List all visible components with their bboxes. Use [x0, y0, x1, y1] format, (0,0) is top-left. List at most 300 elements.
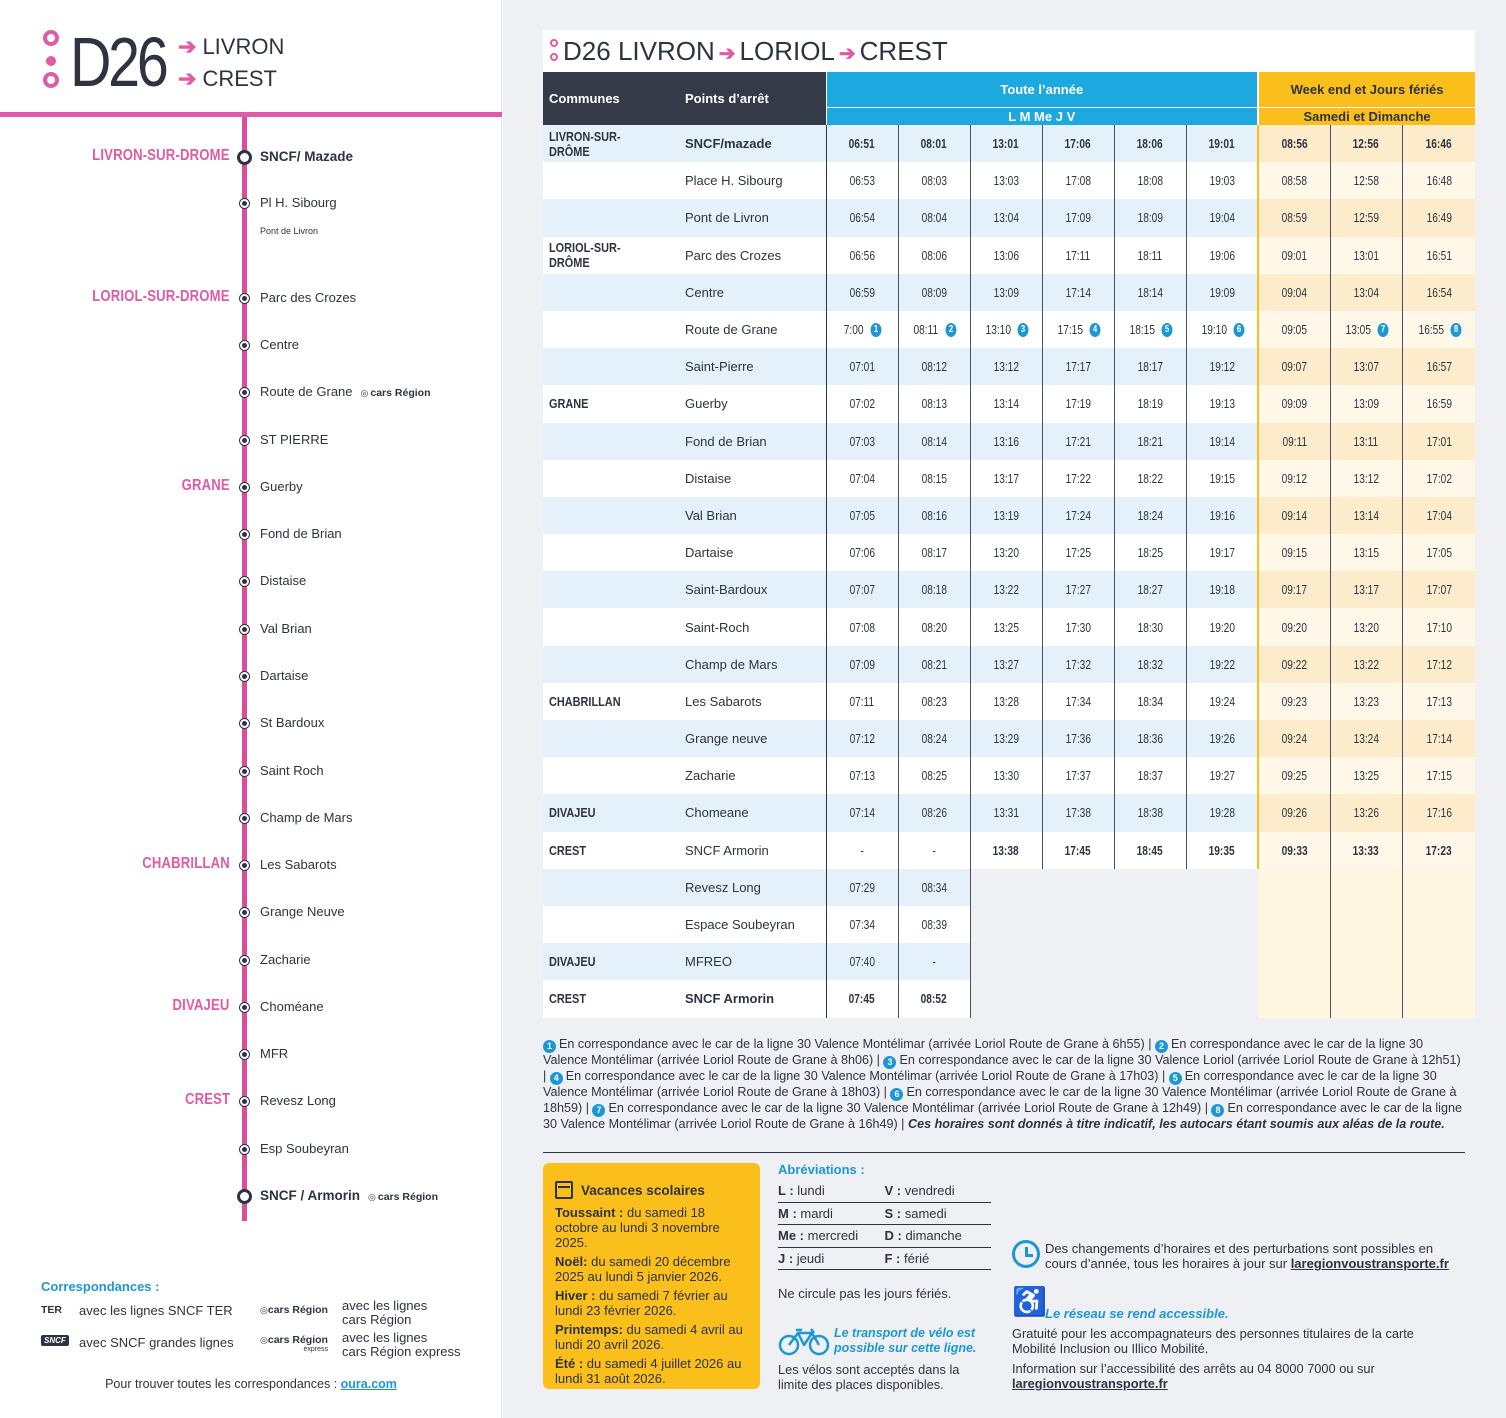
stop-cell: Saint-Pierre [679, 348, 826, 385]
time-cell: 13:11 [1330, 423, 1402, 460]
holiday-period: Noël: du samedi 20 décembre 2025 au lundi 5 janvier 2026. [555, 1254, 731, 1284]
stop-cell: Champ de Mars [679, 646, 826, 683]
time-cell: 13:06 [970, 237, 1042, 274]
header-communes: Communes [543, 72, 679, 125]
note-number-badge: 1 [543, 1040, 556, 1053]
stop-dot-icon [240, 1097, 249, 1106]
time-cell: 17:12 [1402, 646, 1475, 683]
stop-name [260, 1046, 288, 1061]
time-cell: 08:39 [898, 906, 970, 943]
stop-dot-icon [240, 625, 249, 634]
table-row [543, 423, 1475, 460]
time-cell: 18:34 [1114, 683, 1186, 720]
stop-name-text: Champ de Mars [260, 810, 353, 825]
time-cell: 13:04 [1330, 274, 1402, 311]
stop-dot-icon [240, 814, 249, 823]
stop-name [260, 999, 324, 1014]
time-cell: 13:33 [1330, 832, 1402, 869]
time-cell: 16:57 [1402, 348, 1475, 385]
time-cell: 17:15 [1402, 757, 1475, 794]
abbreviation-item: J : jeudi [778, 1250, 825, 1266]
town-label: DIVAJEU [172, 997, 230, 1014]
time-cell [970, 943, 1042, 980]
time-cell: 07:13 [826, 757, 898, 794]
note-number-badge: 5 [1169, 1072, 1182, 1085]
commune-cell [543, 571, 679, 608]
stop-item [0, 1139, 502, 1163]
stop-name-text: SNCF / Armorin [260, 1188, 361, 1203]
commune-cell: LORIOL-SUR-DRÔME [543, 237, 679, 274]
destination-1: ➔ LIVRON [178, 34, 285, 59]
time-cell: 19:12 [1186, 348, 1258, 385]
stop-name-text: Dartaise [260, 668, 309, 683]
time-cell: 08:24 [898, 720, 970, 757]
time-cell: 07:04 [826, 460, 898, 497]
time-cell: 17:07 [1402, 571, 1475, 608]
commune-cell [543, 460, 679, 497]
stop-name-text: Centre [260, 337, 300, 352]
stop-item [0, 1186, 502, 1210]
time-cell: 13:04 [970, 199, 1042, 236]
schedule-changes-note: Des changements d’horaires et des perturbations sont possibles en cours d’année, tous les horaires à jour sur laregionvoustransporte.fr [1045, 1241, 1449, 1271]
time-cell: 19:20 [1186, 608, 1258, 645]
stop-item [0, 761, 502, 785]
time-cell: 08:17 [898, 534, 970, 571]
stop-item [0, 477, 502, 501]
stop-name [260, 479, 303, 494]
time-cell [1330, 943, 1402, 980]
header-divider [0, 112, 502, 117]
stop-item [0, 524, 502, 548]
note-number-badge: 5 [1162, 323, 1173, 337]
holiday-period: Printemps: du samedi 4 avril au lundi 20 avril 2026. [555, 1322, 743, 1352]
table-row [543, 794, 1475, 831]
time-cell: 19:28 [1186, 794, 1258, 831]
commune-cell: CREST [543, 832, 679, 869]
time-cell: 08:14 [898, 423, 970, 460]
header-week-days: L M Me J V [826, 107, 1258, 125]
time-cell [1402, 980, 1475, 1017]
note-number-badge: 2 [1155, 1040, 1168, 1053]
time-cell: 09:12 [1258, 460, 1330, 497]
time-cell: - [826, 832, 898, 869]
commune-cell: LIVRON-SUR-DRÔME [543, 125, 679, 162]
table-row [543, 571, 1475, 608]
time-cell: 07:01 [826, 348, 898, 385]
arrow-right-icon: ➔ [178, 66, 197, 91]
stop-cell: Saint-Bardoux [679, 571, 826, 608]
note-text: En correspondance avec le car de la ligne 30 Valence Montélimar (arrivée Loriol Route de Grane à 18h03) | [543, 1069, 1437, 1099]
time-cell: 09:14 [1258, 497, 1330, 534]
time-cell: 12:58 [1330, 162, 1402, 199]
time-cell: 08:12 [898, 348, 970, 385]
stop-name-text: Distaise [260, 573, 307, 588]
commune-cell [543, 423, 679, 460]
time-cell: 19:01 [1186, 125, 1258, 162]
time-cell: 13:05 7 [1330, 311, 1402, 348]
stop-cell: Pont de Livron [679, 199, 826, 236]
ter-logo: TER [41, 1304, 62, 1316]
stop-cell: Chomeane [679, 794, 826, 831]
time-cell: 17:34 [1042, 683, 1114, 720]
arrow-right-icon: ➔ [718, 43, 736, 65]
cars-region-logo: ◎cars Région [260, 1304, 328, 1316]
time-cell: 13:38 [970, 832, 1042, 869]
note-number-badge: 8 [1451, 323, 1462, 337]
stop-cell: Guerby [679, 385, 826, 422]
time-cell: 17:22 [1042, 460, 1114, 497]
terminus-stop-icon [237, 1189, 252, 1204]
timetable-panel [503, 0, 1506, 1418]
table-row [543, 162, 1475, 199]
correspondances-footer: Pour trouver toutes les correspondances : oura.com [105, 1377, 397, 1391]
time-cell: 19:14 [1186, 423, 1258, 460]
time-cell: 08:59 [1258, 199, 1330, 236]
no-service-note: Ne circule pas les jours fériés. [778, 1286, 952, 1301]
time-cell: 17:38 [1042, 794, 1114, 831]
time-cell: 19:26 [1186, 720, 1258, 757]
time-cell: 09:25 [1258, 757, 1330, 794]
stop-name-text: Grange Neuve [260, 904, 345, 919]
stop-cell: Les Sabarots [679, 683, 826, 720]
stop-name [260, 526, 342, 541]
time-cell: 06:56 [826, 237, 898, 274]
abbreviation-row [778, 1248, 991, 1271]
time-cell: 09:17 [1258, 571, 1330, 608]
time-cell: 07:12 [826, 720, 898, 757]
oura-link[interactable]: oura.com [340, 1377, 397, 1391]
stop-item [0, 288, 502, 312]
time-cell: 09:20 [1258, 608, 1330, 645]
stop-item [0, 902, 502, 926]
town-label: LIVRON-SUR-DROME [92, 147, 230, 164]
time-cell [1114, 869, 1186, 906]
time-cell [1186, 943, 1258, 980]
abbreviation-item: Me : mercredi [778, 1228, 859, 1244]
time-cell: 17:10 [1402, 608, 1475, 645]
time-cell [1402, 943, 1475, 980]
stop-item [0, 222, 502, 246]
time-cell: 09:15 [1258, 534, 1330, 571]
commune-cell [543, 348, 679, 385]
time-cell: 17:14 [1402, 720, 1475, 757]
time-cell: 13:23 [1330, 683, 1402, 720]
time-cell: 17:06 [1042, 125, 1114, 162]
header-weekend: Week end et Jours fériés [1258, 72, 1475, 107]
stop-name [260, 337, 299, 352]
stop-item [0, 382, 502, 406]
time-cell: 08:18 [898, 571, 970, 608]
time-cell: 08:34 [898, 869, 970, 906]
time-cell: 13:15 [1330, 534, 1402, 571]
table-row [543, 869, 1475, 906]
time-cell: 09:11 [1258, 423, 1330, 460]
stop-dot-icon [240, 341, 249, 350]
time-cell: 07:08 [826, 608, 898, 645]
time-cell: 19:13 [1186, 385, 1258, 422]
commune-cell: DIVAJEU [543, 943, 679, 980]
stop-cell: SNCF/mazade [679, 125, 826, 162]
time-cell: 13:01 [1330, 237, 1402, 274]
time-cell [1042, 943, 1114, 980]
stop-dot-icon [240, 483, 249, 492]
stop-name [260, 1093, 336, 1108]
stop-dot-icon [240, 908, 249, 917]
time-cell: 19:15 [1186, 460, 1258, 497]
time-cell: 13:20 [1330, 608, 1402, 645]
stop-cell: Revesz Long [679, 869, 826, 906]
time-cell [1042, 980, 1114, 1017]
time-cell: 13:22 [1330, 646, 1402, 683]
time-cell: 07:06 [826, 534, 898, 571]
holiday-period: Hiver : du samedi 7 février au lundi 23 février 2026. [555, 1288, 728, 1318]
note-number-badge: 6 [1234, 323, 1245, 337]
stop-dot-icon [240, 767, 249, 776]
time-cell [1186, 906, 1258, 943]
time-cell: 12:59 [1330, 199, 1402, 236]
commune-cell [543, 311, 679, 348]
footnotes [543, 1037, 1467, 1132]
abbreviation-row [778, 1225, 991, 1248]
time-cell [1330, 906, 1402, 943]
stop-name [260, 226, 318, 236]
time-cell: 09:05 [1258, 311, 1330, 348]
time-cell: 17:11 [1042, 237, 1114, 274]
time-cell: 09:26 [1258, 794, 1330, 831]
time-cell: 18:27 [1114, 571, 1186, 608]
time-cell: 13:31 [970, 794, 1042, 831]
time-cell: 13:16 [970, 423, 1042, 460]
stop-dot-icon [240, 199, 249, 208]
commune-cell [543, 274, 679, 311]
commune-cell [543, 608, 679, 645]
stop-name [260, 290, 356, 305]
timetable-title-bar [543, 30, 1475, 72]
holiday-period: Toussaint : du samedi 18 octobre au lundi 3 novembre 2025. [555, 1205, 720, 1250]
stop-cell: SNCF Armorin [679, 980, 826, 1017]
time-cell: 16:46 [1402, 125, 1475, 162]
accessibility-title: Le réseau se rend accessible. [1045, 1306, 1229, 1321]
time-cell: 18:22 [1114, 460, 1186, 497]
table-row [543, 534, 1475, 571]
stop-name [260, 904, 345, 919]
stop-dot-icon [240, 1003, 249, 1012]
time-cell: 13:22 [970, 571, 1042, 608]
note-number-badge: 2 [945, 323, 956, 337]
time-cell: 19:03 [1186, 162, 1258, 199]
stop-name-text: Route de Grane [260, 384, 353, 399]
bicycle-icon [778, 1325, 830, 1357]
time-cell: 13:19 [970, 497, 1042, 534]
region-link[interactable]: laregionvoustransporte.fr [1012, 1376, 1168, 1391]
time-cell [1186, 980, 1258, 1017]
ter-text: avec les lignes SNCF TER [79, 1303, 233, 1318]
time-cell [1114, 906, 1186, 943]
time-cell: 13:24 [1330, 720, 1402, 757]
time-cell: 18:17 [1114, 348, 1186, 385]
time-cell: 08:56 [1258, 125, 1330, 162]
stop-name-text: Pl H. Sibourg [260, 195, 337, 210]
time-cell: 07:11 [826, 683, 898, 720]
stop-dot-icon [240, 294, 249, 303]
time-cell: - [898, 943, 970, 980]
stop-cell: Zacharie [679, 757, 826, 794]
stop-name-text: Fond de Brian [260, 526, 342, 541]
arrow-right-icon: ➔ [178, 34, 197, 59]
time-cell: 17:14 [1042, 274, 1114, 311]
stop-cell: Saint-Roch [679, 608, 826, 645]
stop-name [260, 668, 308, 683]
time-cell: 13:09 [1330, 385, 1402, 422]
time-cell [1402, 869, 1475, 906]
time-cell: 07:09 [826, 646, 898, 683]
time-cell: 18:09 [1114, 199, 1186, 236]
time-cell: 18:06 [1114, 125, 1186, 162]
accessibility-description: Gratuité pour les accompagnateurs des personnes titulaires de la carte Mobilité Inclusion ou Illico Mobilité. [1012, 1326, 1414, 1356]
time-cell: 13:07 [1330, 348, 1402, 385]
stop-item [0, 571, 502, 595]
commune-cell [543, 199, 679, 236]
time-cell: 16:55 8 [1402, 311, 1475, 348]
stop-item [0, 1044, 502, 1068]
note-text: En correspondance avec le car de la ligne 30 Valence Montélimar (arrivée Loriol Route de Grane à 16h49) | [543, 1101, 1462, 1131]
time-cell: 17:02 [1402, 460, 1475, 497]
time-cell: 08:26 [898, 794, 970, 831]
time-cell: 08:58 [1258, 162, 1330, 199]
sncf-text: avec SNCF grandes lignes [79, 1335, 234, 1350]
table-row [543, 274, 1475, 311]
time-cell: 18:15 5 [1114, 311, 1186, 348]
calendar-icon [555, 1181, 573, 1199]
line-logo-icon [40, 30, 62, 92]
time-cell: 09:22 [1258, 646, 1330, 683]
commune-cell: CREST [543, 980, 679, 1017]
region-link[interactable]: laregionvoustransporte.fr [1290, 1256, 1449, 1271]
stop-dot-icon [240, 436, 249, 445]
time-cell [1114, 943, 1186, 980]
time-cell: 18:36 [1114, 720, 1186, 757]
commune-cell: GRANE [543, 385, 679, 422]
time-cell: 13:14 [970, 385, 1042, 422]
time-cell: - [898, 832, 970, 869]
time-cell: 13:10 3 [970, 311, 1042, 348]
time-cell: 08:03 [898, 162, 970, 199]
time-cell: 19:09 [1186, 274, 1258, 311]
destination-2: ➔ CREST [178, 66, 277, 91]
time-cell: 17:27 [1042, 571, 1114, 608]
abbreviation-item: D : dimanche [884, 1228, 962, 1244]
time-cell: 19:27 [1186, 757, 1258, 794]
table-row [543, 757, 1475, 794]
time-cell: 18:45 [1114, 832, 1186, 869]
town-label: GRANE [181, 477, 230, 494]
stop-name-text: Pont de Livron [260, 226, 319, 236]
cars-region-logo: ◎ cars Région [360, 387, 431, 399]
bike-description: Les vélos sont acceptés dans la limite des places disponibles. [778, 1362, 960, 1392]
table-row [543, 311, 1475, 348]
stop-item [0, 193, 502, 217]
time-cell: 13:30 [970, 757, 1042, 794]
header-week: Toute l’année [826, 72, 1258, 107]
time-cell: 19:24 [1186, 683, 1258, 720]
time-cell: 08:11 2 [898, 311, 970, 348]
note-number-badge: 3 [1018, 323, 1029, 337]
time-cell [1258, 906, 1330, 943]
stop-name [260, 1188, 438, 1203]
stop-cell: Route de Grane [679, 311, 826, 348]
timetable-title: D26 LIVRON ➔ LORIOL ➔ CREST [563, 36, 948, 66]
commune-cell [543, 646, 679, 683]
time-cell: 16:59 [1402, 385, 1475, 422]
time-cell: 07:14 [826, 794, 898, 831]
time-cell: 09:07 [1258, 348, 1330, 385]
time-cell: 19:17 [1186, 534, 1258, 571]
table-row [543, 348, 1475, 385]
divider [543, 1152, 1465, 1153]
stop-item [0, 335, 502, 359]
abbreviation-item: S : samedi [884, 1205, 947, 1221]
time-cell: 06:59 [826, 274, 898, 311]
stop-name-text: MFR [260, 1046, 289, 1061]
stop-name [260, 621, 312, 636]
stop-cell: Dartaise [679, 534, 826, 571]
stop-cell: MFREO [679, 943, 826, 980]
time-cell [1042, 906, 1114, 943]
stop-dot-icon [240, 861, 249, 870]
stop-cell: Place H. Sibourg [679, 162, 826, 199]
stop-name-text: St Bardoux [260, 715, 325, 730]
time-cell: 17:16 [1402, 794, 1475, 831]
time-cell [1258, 869, 1330, 906]
time-cell: 17:25 [1042, 534, 1114, 571]
time-cell: 16:54 [1402, 274, 1475, 311]
note-number-badge: 4 [1090, 323, 1101, 337]
abbreviation-row [778, 1203, 991, 1226]
time-cell: 13:17 [970, 460, 1042, 497]
note-text: En correspondance avec le car de la ligne 30 Valence Montélimar (arrivée Loriol Route de Grane à 17h03) | [565, 1069, 1169, 1083]
bike-title: Le transport de vélo est possible sur cette ligne. [834, 1326, 977, 1355]
stop-name-text: Zacharie [260, 952, 311, 967]
stop-name-text: Parc des Crozes [260, 290, 357, 305]
time-cell: 18:21 [1114, 423, 1186, 460]
table-row [543, 980, 1475, 1017]
stop-dot-icon [240, 577, 249, 586]
stop-dot-icon [240, 719, 249, 728]
stop-dot-icon [240, 530, 249, 539]
stop-cell: Val Brian [679, 497, 826, 534]
note-number-badge: 8 [1211, 1104, 1224, 1117]
holiday-period: Été : du samedi 4 juillet 2026 au lundi 31 août 2026. [555, 1356, 742, 1386]
time-cell: 16:48 [1402, 162, 1475, 199]
town-label: LORIOL-SUR-DROME [92, 288, 230, 305]
stop-dot-icon [240, 672, 249, 681]
table-row [543, 237, 1475, 274]
stop-name-text: Val Brian [260, 621, 312, 636]
abbreviation-item: F : férié [884, 1250, 930, 1266]
abbreviation-item: L : lundi [778, 1183, 825, 1199]
time-cell: 17:36 [1042, 720, 1114, 757]
wheelchair-icon: ♿ [1012, 1286, 1047, 1317]
note-text: En correspondance avec le car de la ligne 30 Valence Montélimar (arrivée Loriol Route de Grane à 8h06) | [543, 1037, 1424, 1067]
time-cell: 07:45 [826, 980, 898, 1017]
abbreviation-row [778, 1180, 991, 1203]
time-cell: 13:12 [970, 348, 1042, 385]
time-cell: 08:15 [898, 460, 970, 497]
time-cell: 18:25 [1114, 534, 1186, 571]
time-cell: 19:06 [1186, 237, 1258, 274]
stop-item [0, 713, 502, 737]
time-cell [1330, 869, 1402, 906]
